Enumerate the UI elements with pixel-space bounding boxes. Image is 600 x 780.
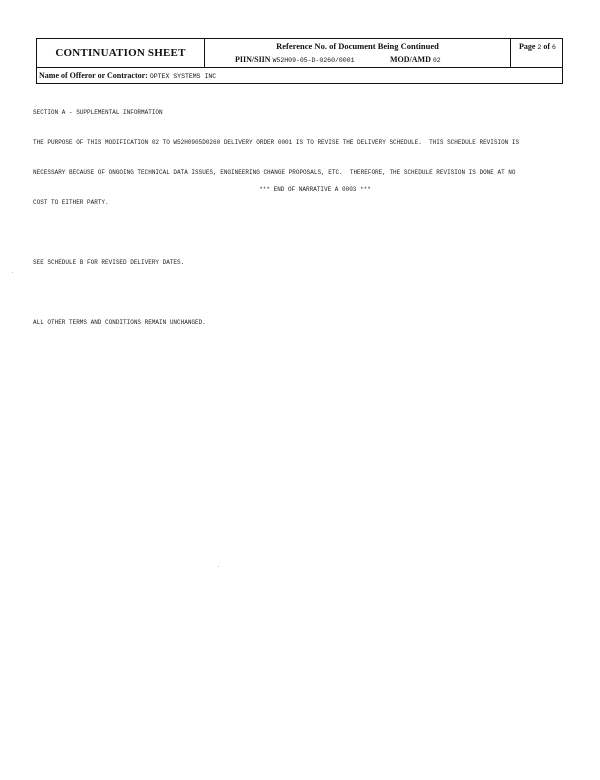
piin-label: PIIN/SIIN	[235, 55, 271, 64]
narrative-line: SECTION A - SUPPLEMENTAL INFORMATION	[33, 109, 163, 116]
page-cell	[511, 39, 562, 67]
mod-label: MOD/AMD	[390, 55, 431, 64]
page-number: 2	[537, 44, 542, 51]
narrative-text	[33, 88, 593, 338]
reference-cell	[205, 39, 511, 67]
page-of-label: of	[543, 42, 551, 51]
end-of-narrative: *** END OF NARRATIVE A 0003 ***	[259, 186, 371, 193]
scan-speck	[12, 272, 13, 273]
header-table	[36, 38, 563, 68]
narrative-line: SEE SCHEDULE B FOR REVISED DELIVERY DATES.	[33, 259, 185, 266]
mod-line	[390, 55, 441, 64]
offeror-row	[36, 68, 563, 84]
narrative-line: NECESSARY BECAUSE OF ONGOING TECHNICAL DATA ISSUES, ENGINEERING CHANGE PROPOSALS, ETC. THEREFORE, THE SCHEDULE REVISION IS DONE AT NO	[33, 169, 516, 176]
piin-value: W52H09-05-D-0260/0001	[272, 57, 355, 64]
narrative-line: ALL OTHER TERMS AND CONDITIONS REMAIN UNCHANGED.	[33, 319, 206, 326]
narrative-line: COST TO EITHER PARTY.	[33, 199, 109, 206]
piin-line	[235, 55, 355, 64]
narrative-line	[33, 228, 593, 238]
narrative-line: THE PURPOSE OF THIS MODIFICATION 02 TO W52H0905D0260 DELIVERY ORDER 0001 IS TO REVISE THE DELIVERY SCHEDULE. THIS SCHEDULE REVISION IS	[33, 139, 520, 146]
offeror-value: OPTEX SYSTEMS INC	[149, 73, 217, 80]
page-label: Page	[519, 42, 536, 51]
reference-heading: Reference No. of Document Being Continued	[276, 41, 439, 51]
document-title: CONTINUATION SHEET	[37, 39, 205, 67]
mod-value: 02	[432, 57, 441, 64]
scan-speck	[218, 566, 219, 567]
offeror-label: Name of Offeror or Contractor:	[39, 71, 148, 80]
page-total: 6	[552, 44, 556, 51]
narrative-line	[33, 288, 593, 298]
